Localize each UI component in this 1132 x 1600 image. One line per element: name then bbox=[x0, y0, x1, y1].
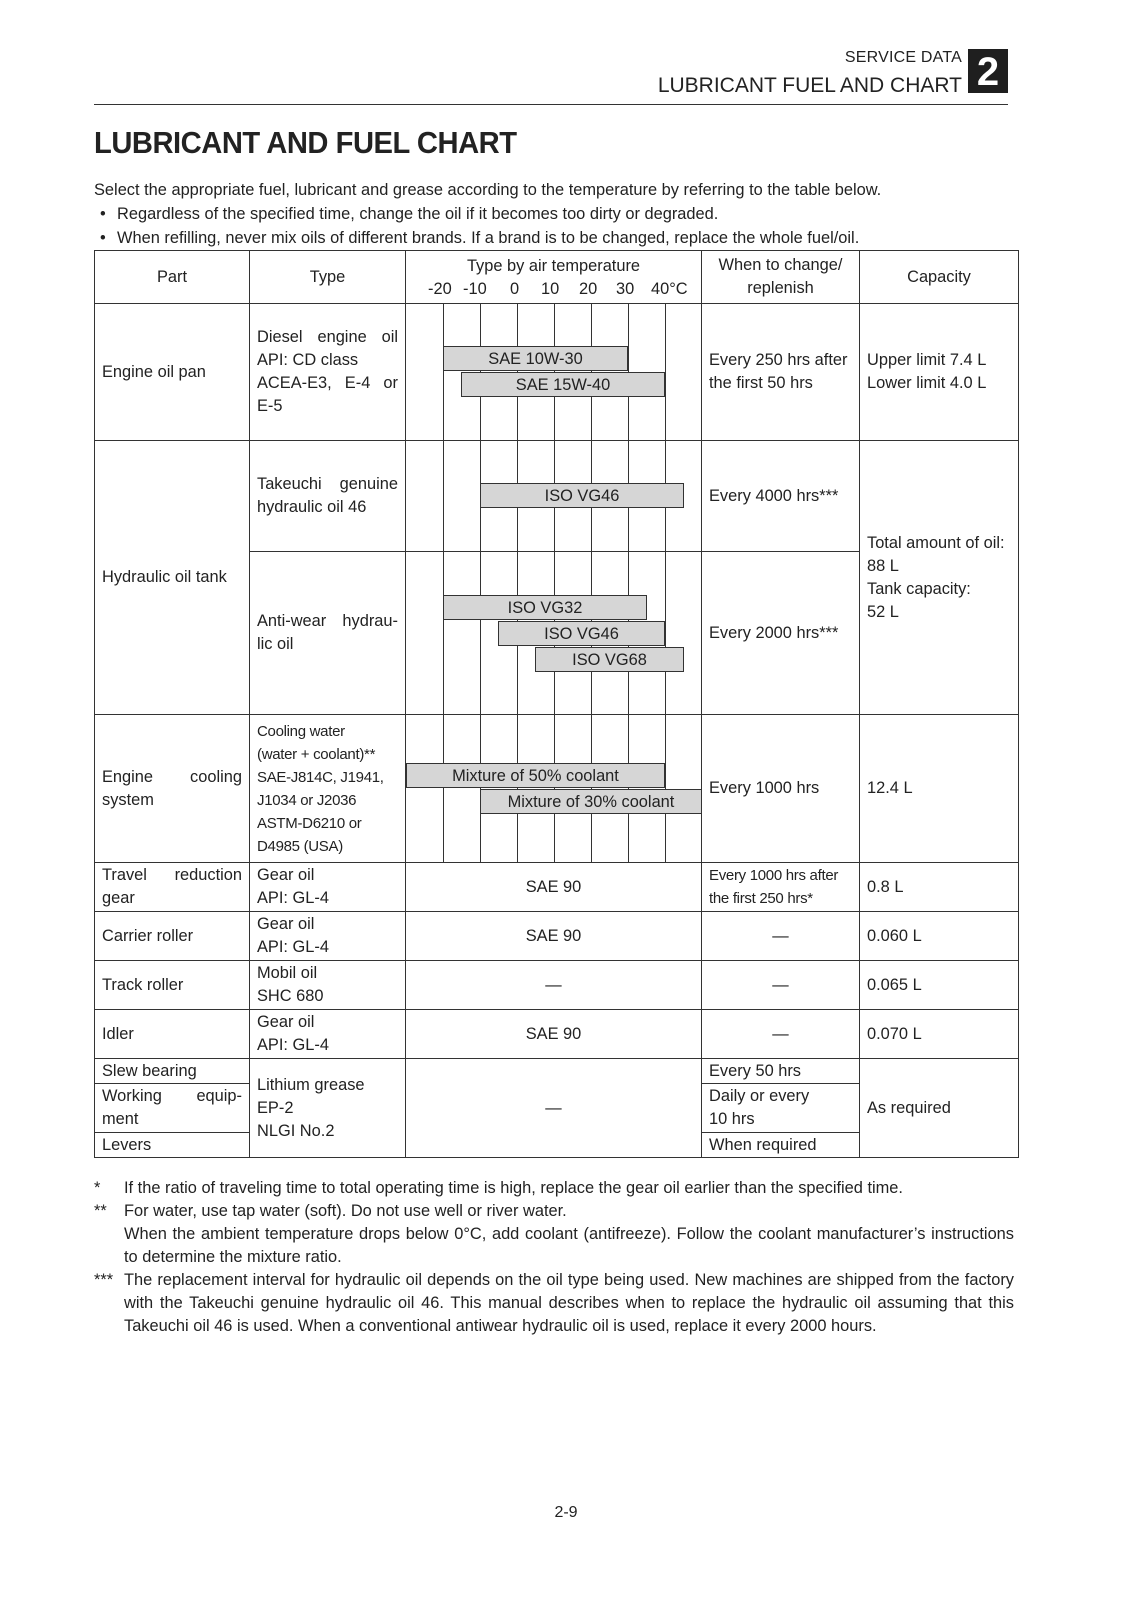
when-cell: Every 250 hrs after the first 50 hrs bbox=[702, 304, 860, 441]
table-row bbox=[95, 715, 1019, 863]
type-cell: Gear oil API: GL-4 bbox=[250, 863, 406, 912]
header-temperature bbox=[406, 251, 702, 304]
intro bbox=[94, 178, 1014, 250]
when-cell: Every 1000 hrs bbox=[702, 715, 860, 863]
table-row bbox=[95, 1059, 1019, 1084]
temp-tick: -10 bbox=[463, 280, 487, 298]
capacity-cell: Upper limit 7.4 L Lower limit 4.0 L bbox=[860, 304, 1019, 441]
header-divider bbox=[94, 104, 1008, 105]
capacity-cell: 0.8 L bbox=[860, 863, 1019, 912]
type-cell: Mobil oil SHC 680 bbox=[250, 961, 406, 1010]
temp-bar: ISO VG32 bbox=[443, 595, 647, 620]
type-cell: Gear oil API: GL-4 bbox=[250, 912, 406, 961]
type-cell: Takeuchi genuine hydraulic oil 46 bbox=[250, 441, 406, 552]
temp-tick: 20 bbox=[579, 280, 598, 298]
when-cell: When required bbox=[702, 1133, 860, 1158]
when-cell: Every 1000 hrs after the first 250 hrs* bbox=[702, 863, 860, 912]
when-cell: Every 50 hrs bbox=[702, 1059, 860, 1084]
part-cell: Working equip- ment bbox=[95, 1084, 250, 1133]
type-cell: Gear oil API: GL-4 bbox=[250, 1010, 406, 1059]
temp-bar: ISO VG46 bbox=[480, 483, 684, 508]
header-type: Type bbox=[250, 251, 406, 304]
when-cell: — bbox=[702, 1010, 860, 1059]
table-row bbox=[95, 912, 1019, 961]
temp-gridline bbox=[665, 304, 666, 440]
table-row bbox=[95, 304, 1019, 441]
temp-gridline bbox=[443, 552, 444, 714]
temp-gridline bbox=[480, 552, 481, 714]
intro-lead: Select the appropriate fuel, lubricant and grease according to the temperature by referring to the table below. bbox=[94, 181, 882, 199]
temp-tick: 0 bbox=[510, 280, 520, 298]
header-capacity: Capacity bbox=[860, 251, 1019, 304]
footnote: * If the ratio of traveling time to total operating time is high, replace the gear oil earlier than the specified time. bbox=[94, 1179, 903, 1197]
temp-bar: Mixture of 50% coolant bbox=[406, 763, 665, 788]
temp-gridline bbox=[665, 552, 666, 714]
when-cell: — bbox=[702, 912, 860, 961]
part-cell: Slew bearing bbox=[95, 1059, 250, 1084]
part-cell: Engine oil pan bbox=[95, 304, 250, 441]
footnote: *** The replacement interval for hydraulic oil depends on the oil type being used. New machines are shipped from the factory with the Takeuchi genuine hydraulic oil 46. This manual describes when to replace the hydraulic oil assuming that this Takeuchi oil 46 is used. When a conventional antiwear hydraulic oil is used, replace it every 2000 hours. bbox=[94, 1271, 1014, 1335]
temperature-title: Type by air temperature bbox=[466, 257, 641, 275]
oil-cell: SAE 90 bbox=[406, 912, 702, 961]
table-row bbox=[95, 1010, 1019, 1059]
footnotes bbox=[94, 1177, 1014, 1338]
page-number: 2-9 bbox=[554, 1504, 578, 1521]
temperature-cell bbox=[406, 552, 702, 715]
temp-tick: 30 bbox=[616, 280, 635, 298]
temp-gridline bbox=[443, 304, 444, 440]
temperature-cell bbox=[406, 715, 702, 863]
temp-bar: SAE 10W-30 bbox=[443, 346, 628, 371]
table-row bbox=[95, 441, 1019, 552]
table-row bbox=[95, 961, 1019, 1010]
temperature-cell bbox=[406, 304, 702, 441]
temp-bar: ISO VG46 bbox=[498, 621, 665, 646]
header-title: LUBRICANT FUEL AND CHART bbox=[657, 74, 962, 97]
when-cell: Every 2000 hrs*** bbox=[702, 552, 860, 715]
capacity-cell: 0.065 L bbox=[860, 961, 1019, 1010]
type-cell: Diesel engine oil API: CD class ACEA-E3, E-4 or E-5 bbox=[250, 304, 406, 441]
page-title: LUBRICANT AND FUEL CHART bbox=[94, 125, 517, 160]
part-cell: Travel reduction gear bbox=[95, 863, 250, 912]
type-cell: Cooling water (water + coolant)** SAE-J814C, J1941, J1034 or J2036 ASTM-D6210 or D4985 (USA) bbox=[250, 715, 406, 863]
table-header-row bbox=[95, 251, 1019, 304]
temp-tick: 40°C bbox=[651, 280, 688, 298]
footnote: When the ambient temperature drops below 0°C, add coolant (antifreeze). Follow the coolant manufacturer’s instructions to determine the mixture ratio. bbox=[124, 1225, 1014, 1266]
capacity-cell: 0.060 L bbox=[860, 912, 1019, 961]
oil-cell: SAE 90 bbox=[406, 863, 702, 912]
temp-gridline bbox=[443, 715, 444, 862]
temp-bar: ISO VG68 bbox=[535, 647, 684, 672]
temperature-cell bbox=[406, 441, 702, 552]
capacity-cell: 0.070 L bbox=[860, 1010, 1019, 1059]
oil-cell: — bbox=[406, 961, 702, 1010]
footnote: ** For water, use tap water (soft). Do not use well or river water. bbox=[94, 1202, 567, 1220]
capacity-cell: As required bbox=[860, 1059, 1019, 1158]
oil-cell: SAE 90 bbox=[406, 1010, 702, 1059]
type-cell: Lithium grease EP-2 NLGI No.2 bbox=[250, 1059, 406, 1158]
temp-bar: Mixture of 30% coolant bbox=[480, 789, 702, 814]
header-part: Part bbox=[95, 251, 250, 304]
intro-bullet: • Regardless of the specified time, change the oil if it becomes too dirty or degraded. bbox=[100, 205, 719, 223]
part-cell: Hydraulic oil tank bbox=[95, 441, 250, 715]
intro-bullet: • When refilling, never mix oils of different brands. If a brand is to be changed, replace the whole fuel/oil. bbox=[100, 229, 860, 247]
when-cell: Every 4000 hrs*** bbox=[702, 441, 860, 552]
part-cell: Track roller bbox=[95, 961, 250, 1010]
temp-tick: 10 bbox=[541, 280, 560, 298]
capacity-cell: 12.4 L bbox=[860, 715, 1019, 863]
part-cell: Idler bbox=[95, 1010, 250, 1059]
type-cell: Anti-wear hydrau- lic oil bbox=[250, 552, 406, 715]
oil-cell: — bbox=[406, 1059, 702, 1158]
temp-tick: -20 bbox=[428, 280, 452, 298]
header-section: SERVICE DATA bbox=[844, 49, 962, 66]
chapter-badge: 2 bbox=[968, 49, 1008, 93]
part-cell: Engine cooling system bbox=[95, 715, 250, 863]
lubricant-table bbox=[94, 250, 1019, 1158]
temp-gridline bbox=[443, 441, 444, 551]
when-cell: — bbox=[702, 961, 860, 1010]
when-cell: Daily or every 10 hrs bbox=[702, 1084, 860, 1133]
temp-bar: SAE 15W-40 bbox=[461, 372, 665, 397]
header-when: When to change/ replenish bbox=[702, 251, 860, 304]
capacity-cell: Total amount of oil: 88 L Tank capacity: 52 L bbox=[860, 441, 1019, 715]
part-cell: Levers bbox=[95, 1133, 250, 1158]
part-cell: Carrier roller bbox=[95, 912, 250, 961]
table-row bbox=[95, 863, 1019, 912]
